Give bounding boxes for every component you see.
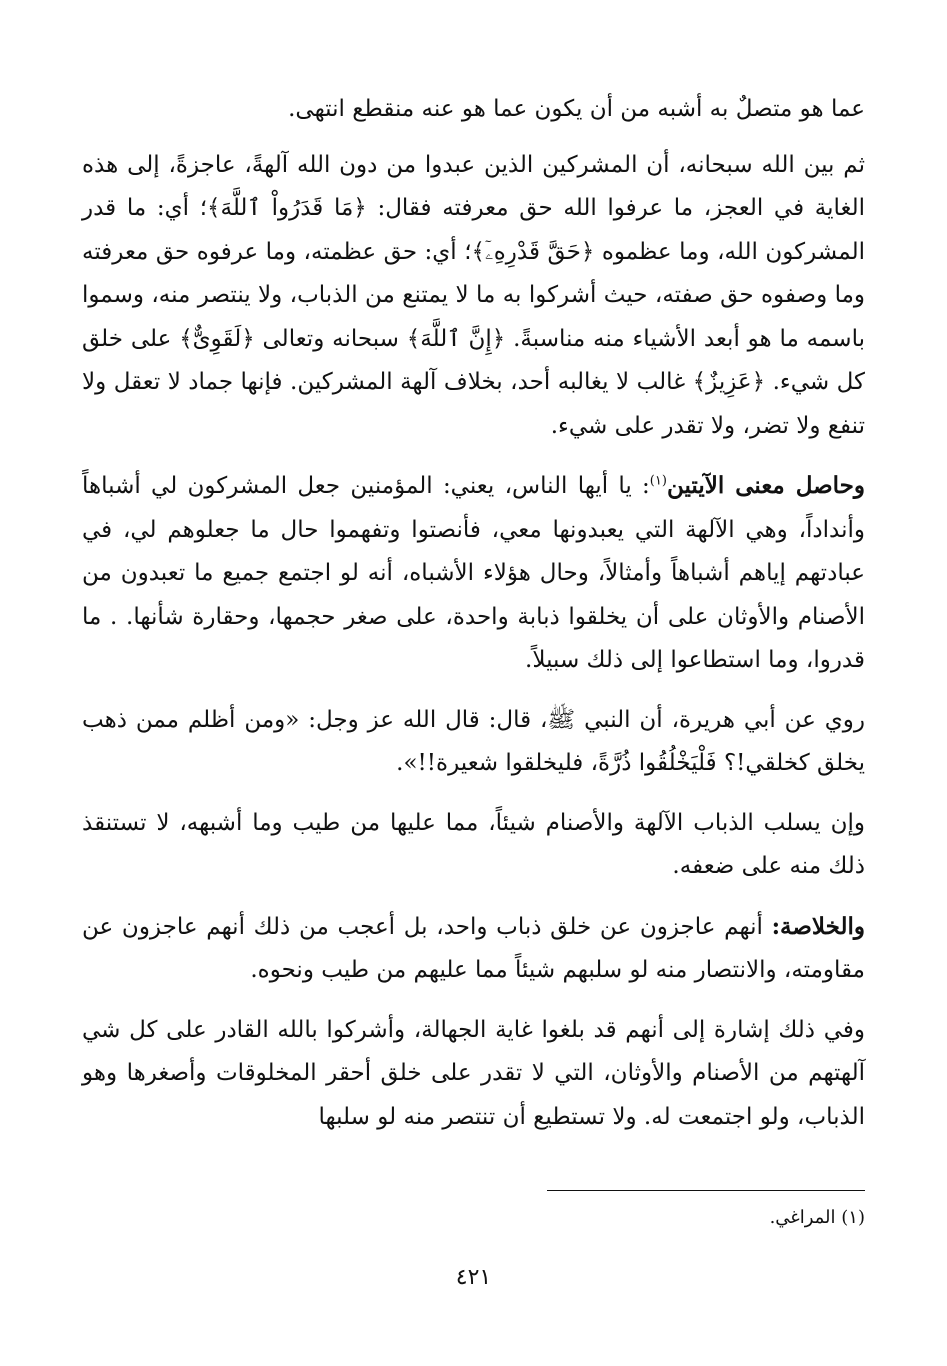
- paragraph-7: [82, 1009, 865, 1140]
- paragraph-6-lead: والخلاصة:: [771, 912, 865, 940]
- paragraph-3-lead: وحاصل معنى الآيتين: [666, 472, 865, 499]
- paragraph-1: [82, 88, 865, 132]
- paragraph-2-text: ثم بين الله سبحانه، أن المشركين الذين عبدوا من دون الله آلهةً، عاجزةً، إلى هذه الغاية في العجز، ما عرفوا الله حق معرفته فقال: ﴿مَا قَدَرُواْ ٱللَّهَ﴾؛ أي: ما قدر المشركون الله، وما عظموه ﴿حَقَّ قَدْرِهِۦٓ﴾؛ أي: حق عظمته، وما عرفوه حق معرفته وما وصفوه حق صفته، حيث أشركوا به ما لا يمتنع من الذباب، ولا ينتصر منه، وسموا باسمه ما هو أبعد الأشياء منه مناسبةً. ﴿إِنَّ ٱللَّهَ﴾ سبحانه وتعالى ﴿لَقَوِىٌّ﴾ على خلق كل شيء. ﴿عَزِيزٌ﴾ غالب لا يغالبه أحد، بخلاف آلهة المشركين. فإنها جماد لا تعقل ولا تنفع ولا تضر، ولا تقدر على شيء.: [82, 151, 865, 439]
- paragraph-5-text: وإن يسلب الذباب الآلهة والأصنام شيئاً، مما عليها من طيب وما أشبهه، لا تستنقذ ذلك منه على ضعفه.: [82, 809, 865, 879]
- footnote-marker: (١): [649, 473, 667, 489]
- paragraph-3: [82, 464, 865, 683]
- paragraph-1-text: عما هو متصلٌ به أشبه من أن يكون عما هو عنه منقطع انتهى.: [288, 96, 865, 122]
- page-body: [82, 88, 865, 1155]
- paragraph-4-text: روي عن أبي هريرة، أن النبي ﷺ، قال: قال الله عز وجل: «ومن أظلم ممن ذهب يخلق كخلقي!؟ فَلْيَخْلُقُوا ذُرَّةً، فليخلقوا شعيرة!!».: [82, 706, 865, 776]
- page-number: ٤٢١: [455, 1265, 492, 1290]
- paragraph-3-text: : يا أيها الناس، يعني: المؤمنين جعل المشركون لي أشباهاً وأنداداً، وهي الآلهة التي يعبدونها معي، فأنصتوا وتفهموا حال ما جعلوهم لي، في عبادتهم إياهم أشباهاً وأمثالاً، وحال هؤلاء الأشباه، أنه لو اجتمع جميع ما تعبدون من الأصنام والأوثان على أن يخلقوا ذبابة واحدة، على صغر حجمها، وحقارة شأنها. . ما قدروا، وما استطاعوا إلى ذلك سبيلاً.: [82, 473, 865, 673]
- paragraph-6-text: أنهم عاجزون عن خلق ذباب واحد، بل أعجب من ذلك أنهم عاجزون عن مقاومته، والانتصار منه لو سلبهم شيئاً مما عليهم من طيب ونحوه.: [82, 913, 865, 983]
- paragraph-4: [82, 699, 865, 786]
- paragraph-7-text: وفي ذلك إشارة إلى أنهم قد بلغوا غاية الجهالة، وأشركوا بالله القادر على كل شي آلهتهم من الأصنام والأوثان، التي لا تقدر على خلق أحقر المخلوقات وأصغرها وهو الذباب، ولو اجتمعت له. ولا تستطيع أن تنتصر منه لو سلبها: [82, 1016, 865, 1130]
- paragraph-6: [82, 905, 865, 993]
- paragraph-5: [82, 802, 865, 889]
- footnote-divider: [547, 1190, 865, 1191]
- paragraph-2: [82, 144, 865, 449]
- footnote: (١) المراغي.: [769, 1207, 865, 1228]
